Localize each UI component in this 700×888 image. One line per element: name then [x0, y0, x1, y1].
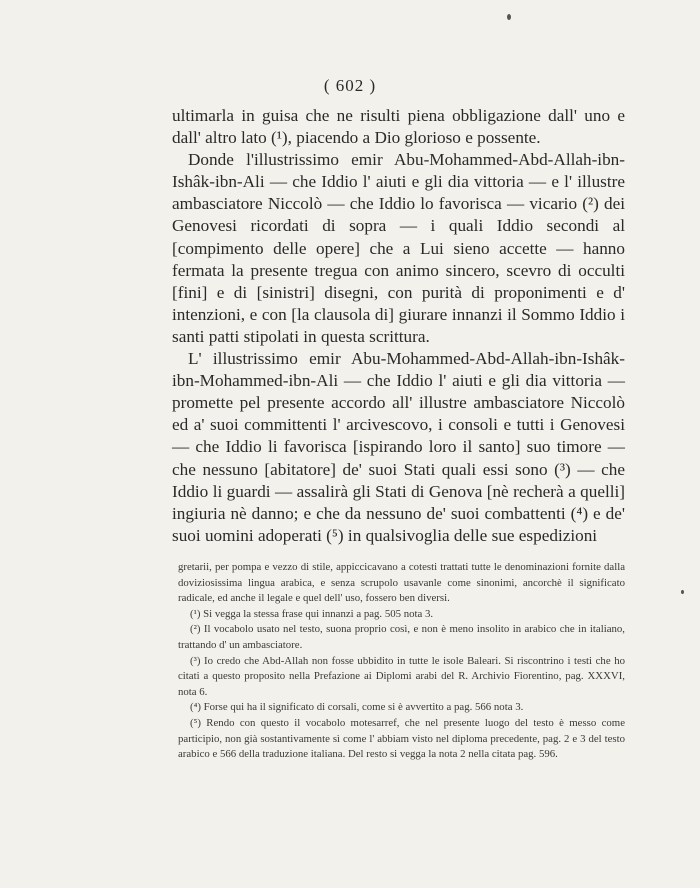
ink-speck [507, 14, 511, 20]
footnote-2: (²) Il vocabolo usato nel testo, suona proprio così, e non è meno insolito in arabico che in italiano, trattando d' un ambasciatore. [178, 623, 625, 651]
footnote-4: (⁴) Forse qui ha il significato di corsali, come si è avvertito a pag. 566 nota 3. [190, 701, 524, 714]
main-text [172, 105, 625, 547]
paragraph-1: ultimarla in guisa che ne risulti piena obbligazione dall' uno e dall' altro lato (¹), piacendo a Dio glorioso e possente. [172, 106, 625, 148]
paragraph-2: Donde l'illustrissimo emir Abu-Mohammed-Abd-Allah-ibn-Ishâk-ibn-Ali — che Iddio l' aiuti e gli dia vittoria — e l' illustre ambasciatore Niccolò — che Iddio lo favorisca — vicario (²) dei Genovesi ricordati di sopra — i quali Iddio secondi al [compimento delle opere] che a Lui sieno accette — hanno fermata la presente tregua con animo sincero, scevro di occulti [fini] e di [sinistri] disegni, con purità di proponimenti e d' intenzioni, e con [la clausola di] giurare innanzi il Sommo Iddio i santi patti stipolati in questa scrittura. [172, 150, 625, 346]
footnotes [178, 560, 625, 763]
page-number: ( 602 ) [323, 76, 377, 95]
footnote-3: (³) Io credo che Abd-Allah non fosse ubbidito in tutte le isole Baleari. Si riscontrino i testi che ho citati a questo proposito nella Prefazione ai Diplomi arabi del R. Archivio Fiorentino, pag. XXXVI, nota 6. [178, 654, 625, 698]
footnote-5: (⁵) Rendo con questo il vocabolo motesarref, che nel presente luogo del testo è messo come participio, non già sostantivamente sì come l' abbiam visto nel diploma precedente, pag. 2 e 3 del testo arabico e 566 della traduzione italiana. Del resto si vegga la nota 2 nella citata pag. 596. [178, 716, 625, 761]
footnote-1: (¹) Si vegga la stessa frase qui innanzi a pag. 505 nota 3. [190, 607, 434, 620]
footnote-continuation: gretarii, per pompa e vezzo di stile, appiccicavano a cotesti trattati tutte le denominazioni fornite dalla doviziosissima lingua arabica, e senza scrupolo usavanle come sinonimi, ancorchè il significato radicale, ed anche il legale e quel dell' uso, fossero ben diversi. [178, 561, 625, 605]
ink-speck [681, 590, 684, 594]
paragraph-3: L' illustrissimo emir Abu-Mohammed-Abd-Allah-ibn-Ishâk-ibn-Mohammed-ibn-Ali — che Iddio l' aiuti e gli dia vittoria — promette pel presente accordo all' illustre ambasciatore Niccolò ed a' suoi committenti l' arcivescovo, i consoli e tutti i Genovesi — che Iddio li favorisca [ispirando loro il santo] suo timore — che nessuno [abitatore] de' suoi Stati quali essi sono (³) — che Iddio li guardi — assalirà gli Stati di Genova [nè recherà a quelli] ingiuria nè danno; e che da nessuno de' suoi combattenti (⁴) e de' suoi uomini adoperati (⁵) in qualsivoglia delle sue espedizioni [172, 349, 625, 545]
